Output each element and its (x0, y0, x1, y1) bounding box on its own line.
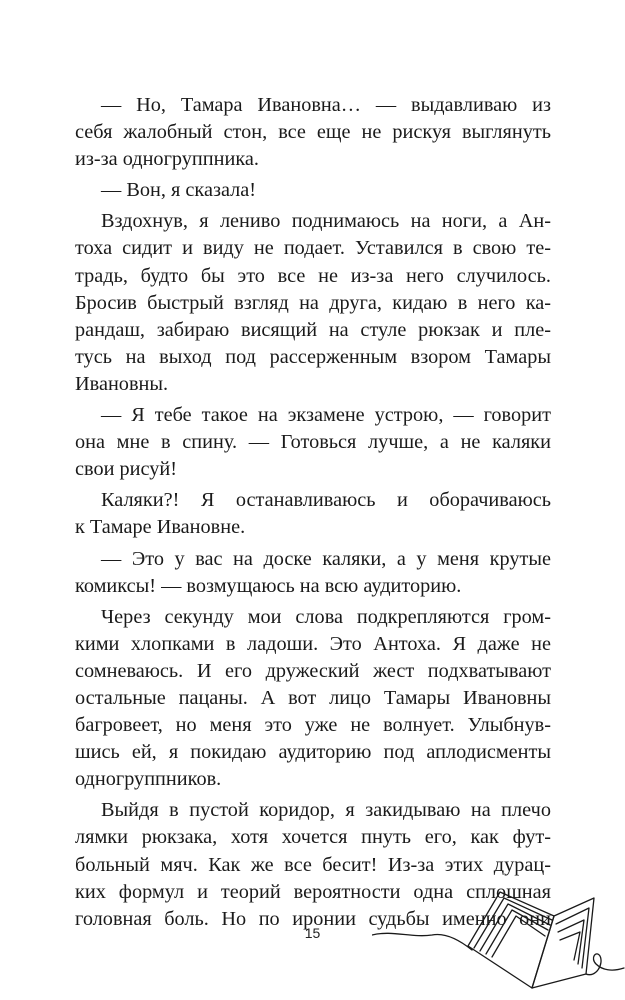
text-line: традь, будто бы это все не из-за него случилось. (75, 264, 551, 287)
text-line: Выйдя в пустой коридор, я закидываю на плечо (101, 799, 551, 822)
text-line: себя жалобный стон, все еще не рискуя выглянуть (75, 121, 551, 144)
text-line: сомневаюсь. И его дружеский жест подхватывают (75, 659, 551, 682)
text-line: тусь на выход под рассерженным взором Тамары (75, 345, 551, 368)
text-line: к Тамаре Ивановне. (75, 516, 246, 539)
text-line: больный мяч. Как же все бесит! Из-за этих дурац- (75, 853, 551, 876)
text-line: тоха сидит и виду не подает. Уставился в свою те- (75, 237, 551, 260)
text-line: шись ей, я покидаю аудиторию под аплодисменты (75, 741, 551, 764)
text-line: одногруппников. (75, 768, 222, 791)
text-line: рандаш, забираю висящий на стуле рюкзак и пле- (75, 318, 551, 341)
page-body (75, 92, 551, 933)
text-line: — Но, Тамара Ивановна… — выдавливаю из (101, 94, 551, 116)
text-line: она мне в спину. — Готовься лучше, а не каляки (75, 431, 551, 454)
text-line: кими хлопками в ладоши. Это Антоха. Я даже не (75, 632, 551, 655)
text-line: ких формул и теорий вероятности одна сплошная (75, 880, 551, 903)
text-line: багровеет, но меня это уже не волнует. Улыбнув- (75, 714, 551, 737)
text-line: — Это у вас на доске каляки, а у меня крутые (101, 547, 551, 570)
text-line: Через секунду мои слова подкрепляются гром- (101, 605, 551, 628)
text-line: остальные пацаны. А вот лицо Тамары Ивановны (75, 686, 551, 709)
open-book-icon (372, 880, 625, 995)
text-line: комиксы! — возмущаюсь на всю аудиторию. (75, 574, 462, 597)
text-line: Каляки?! Я останавливаюсь и оборачиваюсь (101, 489, 551, 512)
text-line: — Вон, я сказала! (101, 179, 257, 202)
text-line: лямки рюкзака, хотя хочется пнуть его, как фут- (75, 826, 551, 849)
text-line: Ивановны. (75, 372, 169, 395)
text-line: свои рисуй! (75, 458, 177, 481)
text-line: — Я тебе такое на экзамене устрою, — говорит (101, 404, 551, 427)
text-line: Вздохнув, я лениво поднимаюсь на ноги, а Ан- (101, 210, 551, 233)
page-number: 15 (304, 925, 321, 941)
text-line: головная боль. Но по иронии судьбы именно они (75, 907, 551, 930)
text-line: из-за одногруппника. (75, 148, 259, 171)
text-line: Бросив быстрый взгляд на друга, кидаю в него ка- (75, 291, 551, 314)
